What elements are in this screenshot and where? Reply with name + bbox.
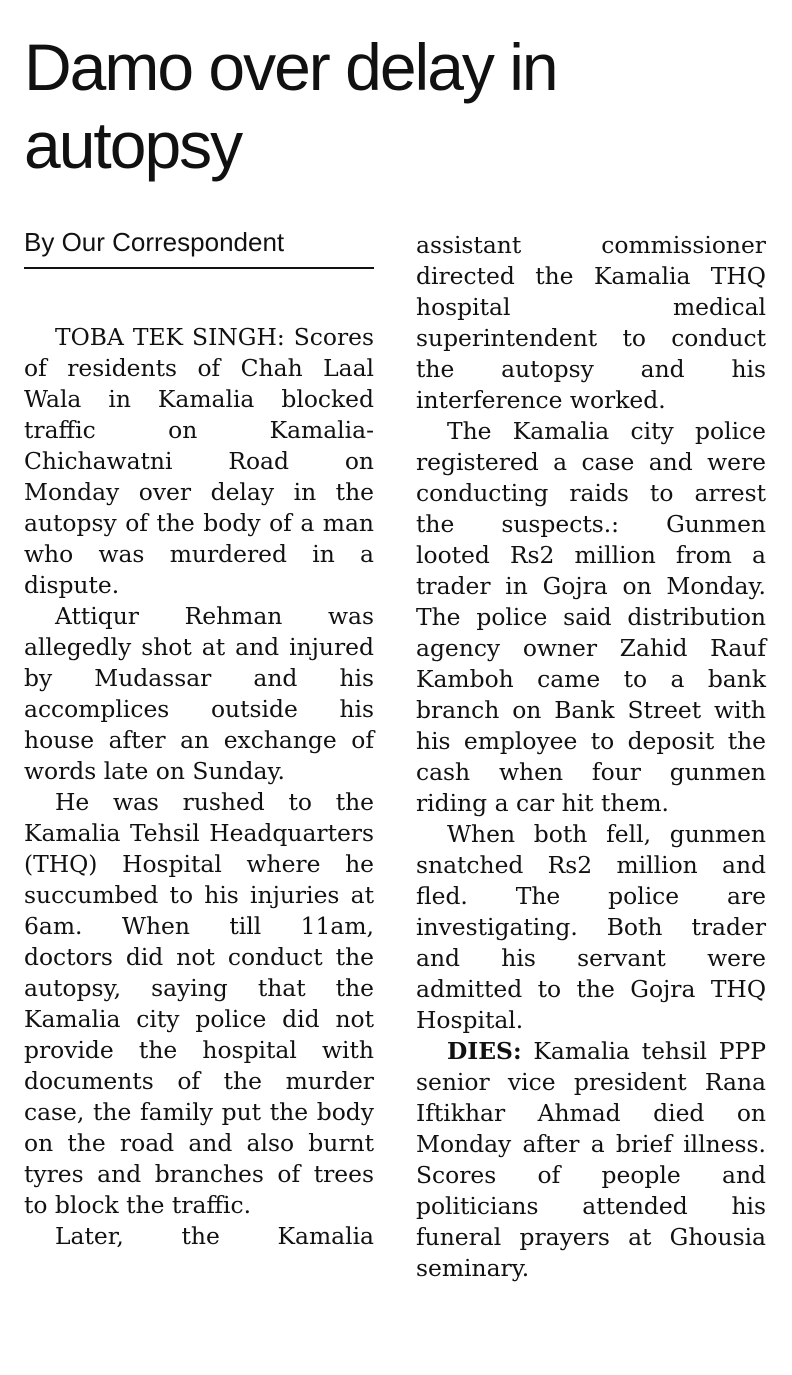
paragraph-3: He was rushed to the Kamalia Tehsil Headquarters (THQ) Hospital where he succumbed to his injuries at 6am. When till 11am, doctors did not conduct the autopsy, saying that the Kamalia city police did not provide the hospital with documents of the murder case, the family put the body on the road and also burnt tyres and branches of trees to block the traffic.: [24, 788, 374, 1219]
column-1: [24, 322, 374, 1252]
paragraph-6: When both fell, gunmen snatched Rs2 million and fled. The police are investigating. Both trader and his servant were admitted to the Gojra THQ Hospital.: [416, 820, 766, 1034]
paragraph-7-text: Kamalia tehsil PPP senior vice president Rana Iftikhar Ahmad died on Monday after a brief illness. Scores of people and politicians attended his funeral prayers at Ghousia seminary.: [416, 1037, 767, 1282]
paragraph-1-text: Scores of residents of Chah Laal Wala in Kamalia blocked traffic on Kamalia-Chichawatni Road on Monday over delay in the autopsy of the body of a man who was murdered in a dispute.: [24, 323, 375, 599]
paragraph-7: [416, 1036, 766, 1284]
paragraph-4-continued: assistant commissioner directed the Kamalia THQ hospital medical superintendent to conduct the autopsy and his interference worked.: [416, 231, 766, 414]
dateline: TOBA TEK SINGH:: [55, 323, 285, 351]
paragraph-5: The Kamalia city police registered a case and were conducting raids to arrest the suspects.: Gunmen looted Rs2 million from a trader in Gojra on Monday. The police said distribution agency owner Zahid Rauf Kamboh came to a bank branch on Bank Street with his employee to deposit the cash when four gunmen riding a car hit them.: [416, 417, 766, 817]
paragraph-1: [24, 322, 374, 601]
paragraph-4: Later, the Kamalia: [55, 1222, 374, 1250]
column-2: [416, 230, 766, 1284]
headline: Damo over delay in autopsy: [24, 30, 557, 182]
paragraph-2: Attiqur Rehman was allegedly shot at and injured by Mudassar and his accomplices outside his house after an exchange of words late on Sunday.: [24, 602, 374, 785]
byline: By Our Correspondent: [24, 226, 374, 269]
kicker-dies: DIES:: [447, 1037, 522, 1065]
